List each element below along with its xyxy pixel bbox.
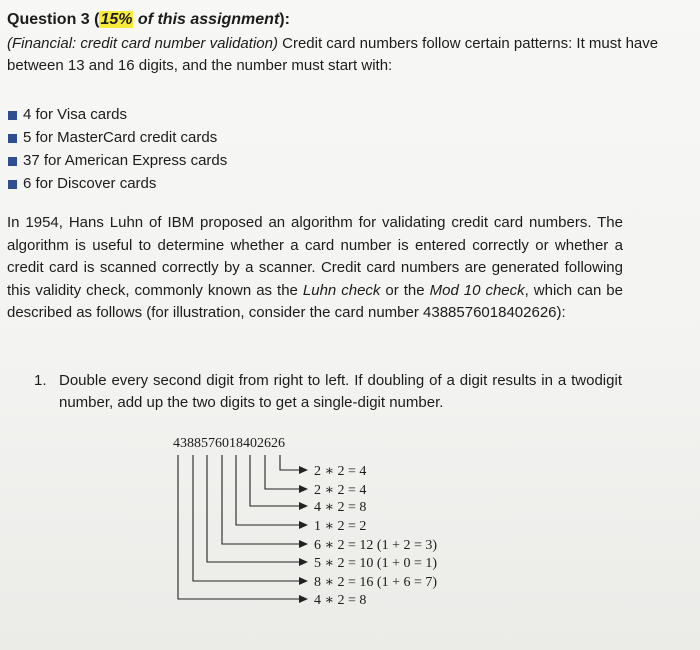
list-item-text: 6 for Discover cards xyxy=(23,175,157,192)
step-text: Double every second digit from right to left. If doubling of a digit results in a twodigit number, add up the two digits to get a single-digit number. xyxy=(59,372,622,411)
mod10-check-term: Mod 10 check xyxy=(429,281,525,299)
doubling-result: 5 ∗ 2 = 10 (1 + 0 = 1) xyxy=(314,556,438,571)
intro-category: (Financial: credit card number validation) xyxy=(7,35,278,52)
doubling-result: 6 ∗ 2 = 12 (1 + 2 = 3) xyxy=(314,538,438,553)
paragraph-part3: , which can be described as follows (for illustration, consider the card number 4388576018402626): xyxy=(7,281,623,322)
list-item-text: 4 for Visa cards xyxy=(23,106,127,123)
diagram-card-number: 4388576018402626 xyxy=(173,436,285,451)
doubling-result: 2 ∗ 2 = 4 xyxy=(314,464,367,479)
doubling-result: 1 ∗ 2 = 2 xyxy=(314,519,367,534)
paragraph-part1: In 1954, Hans Luhn of IBM proposed an algorithm for validating credit card numbers. The algorithm is useful to determine whether a card number is entered correctly or whether a credit card is scanned correctly by a scanner. Credit card numbers are generated following this validity check, commonly known as the xyxy=(7,214,623,299)
arrow-icon xyxy=(299,540,308,548)
arrow-icon xyxy=(299,502,308,510)
doubling-result: 8 ∗ 2 = 16 (1 + 6 = 7) xyxy=(314,575,438,590)
doubling-result: 4 ∗ 2 = 8 xyxy=(314,500,367,515)
diagram-arrowheads xyxy=(299,466,308,603)
arrow-icon xyxy=(299,558,308,566)
doubling-result: 2 ∗ 2 = 4 xyxy=(314,483,367,498)
list-item-text: 37 for American Express cards xyxy=(23,152,228,169)
diagram-connectors xyxy=(178,455,300,599)
list-item-text: 5 for MasterCard credit cards xyxy=(23,129,218,146)
arrow-icon xyxy=(299,595,308,603)
arrow-icon xyxy=(299,485,308,493)
diagram-results xyxy=(314,464,437,608)
intro-body: Credit card numbers follow certain patterns: It must have between 13 and 16 digits, and the number must start with: xyxy=(7,35,659,74)
title-prefix: Question 3 ( xyxy=(7,11,100,28)
arrow-icon xyxy=(299,521,308,529)
title-rest: of this assignment xyxy=(133,11,280,28)
arrow-icon xyxy=(299,577,308,585)
title-suffix: ): xyxy=(279,11,290,28)
step-number: 1. xyxy=(34,372,47,389)
doubling-result: 4 ∗ 2 = 8 xyxy=(314,593,367,608)
luhn-check-term: Luhn check xyxy=(302,281,381,299)
title-highlight: 15% xyxy=(100,11,133,28)
paragraph-part2: or the xyxy=(380,281,430,299)
arrow-icon xyxy=(299,466,308,474)
